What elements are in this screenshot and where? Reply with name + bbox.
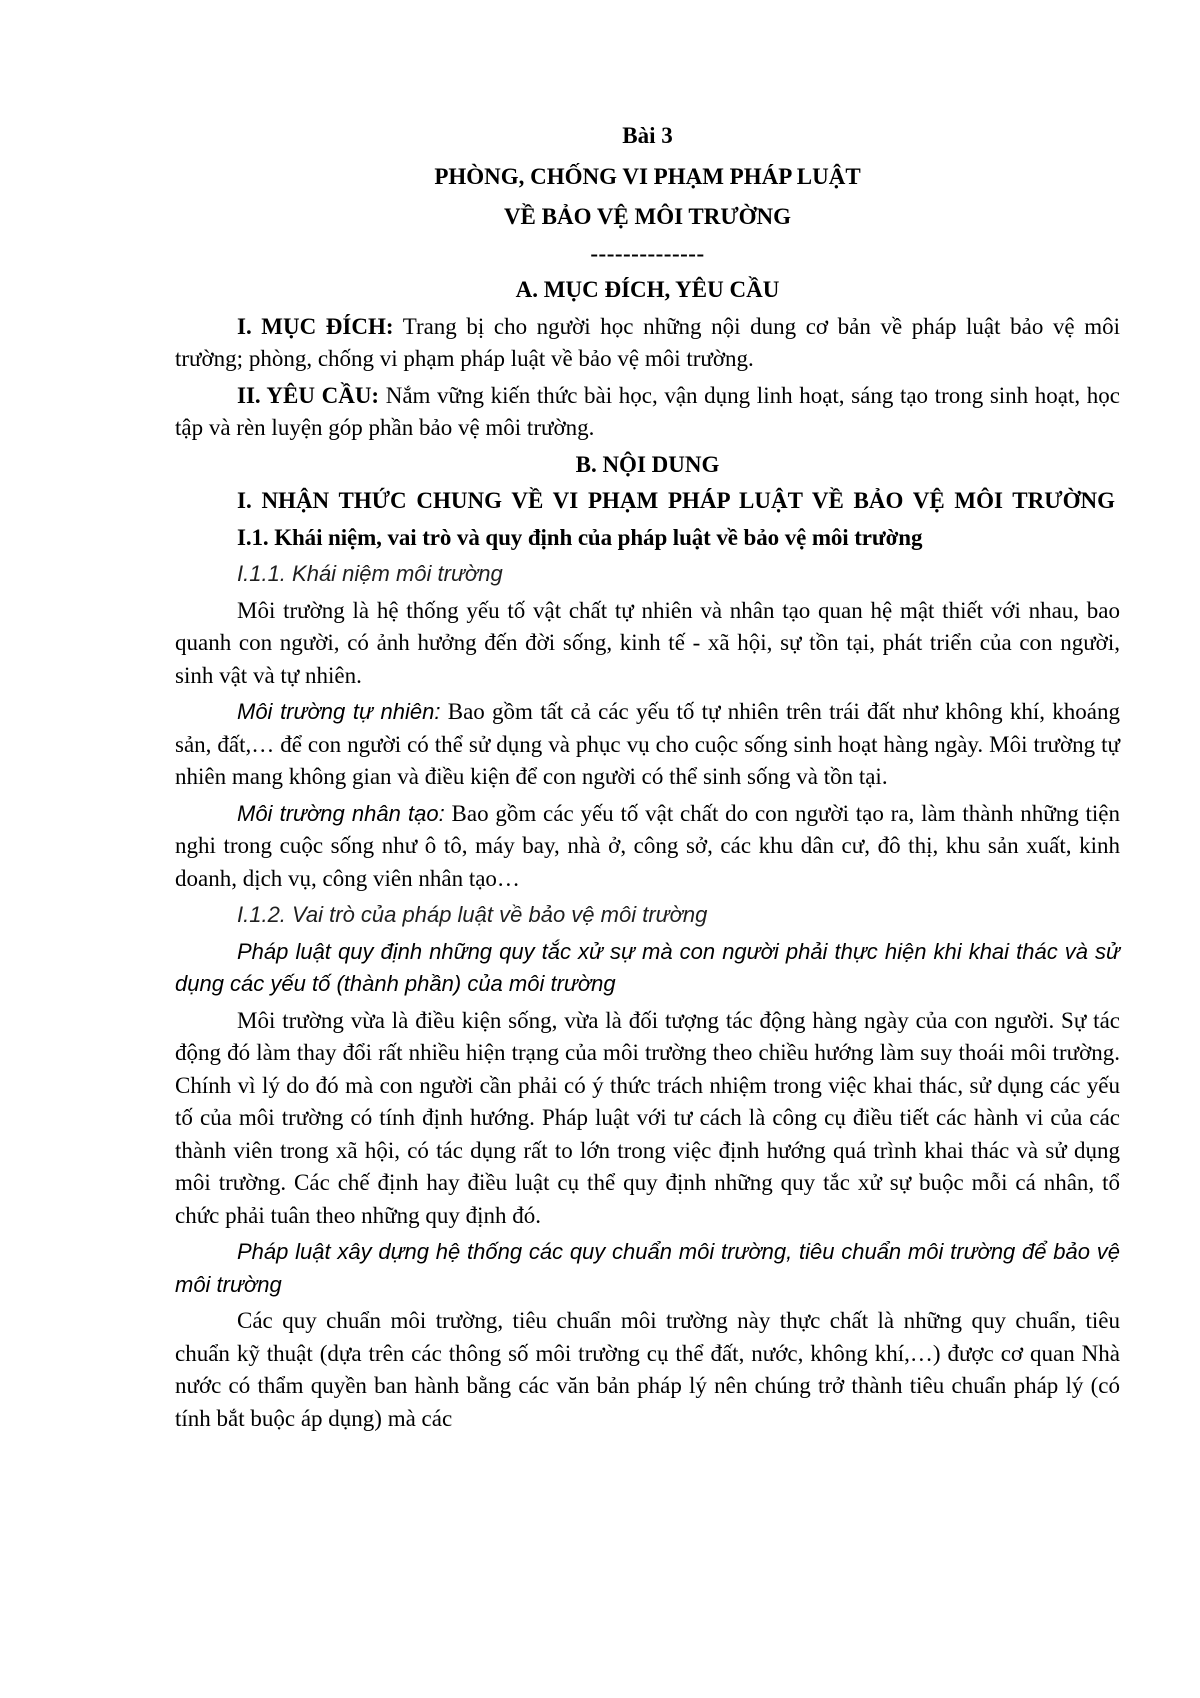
requirement-label: II. YÊU CẦU: bbox=[237, 382, 380, 408]
role-2-statement: Pháp luật xây dựng hệ thống các quy chuẩn môi trường, tiêu chuẩn môi trường để bảo vệ môi trường bbox=[175, 1239, 1120, 1297]
section-b-heading: B. NỘI DUNG bbox=[575, 451, 720, 477]
environment-definition: Môi trường là hệ thống yếu tố vật chất tự nhiên và nhân tạo quan hệ mật thiết với nhau, bao quanh con người, có ảnh hưởng đến đời sống, kinh tế - xã hội, sự tồn tại, phát triển của con người, sinh vật và tự nhiên. bbox=[175, 597, 1120, 688]
role-1-statement: Pháp luật quy định những quy tắc xử sự mà con người phải thực hiện khi khai thác và sử dụng các yếu tố (thành phần) của môi trường bbox=[175, 938, 1120, 996]
purpose-label: I. MỤC ĐÍCH: bbox=[237, 313, 394, 339]
requirement-paragraph bbox=[175, 380, 1120, 445]
lesson-number: Bài 3 bbox=[622, 123, 673, 148]
artificial-environment-text: Bao gồm các yếu tố vật chất do con người tạo ra, làm thành những tiện nghi trong cuộc sống như ô tô, máy bay, nhà ở, công sở, các khu dân cư, đô thị, khu sản xuất, kinh doanh, dịch vụ, công viên nhân tạo… bbox=[175, 800, 1120, 891]
artificial-environment-paragraph bbox=[175, 798, 1120, 896]
artificial-environment-label: Môi trường nhân tạo: bbox=[237, 800, 445, 826]
part-1-1-1-heading: I.1.1. Khái niệm môi trường bbox=[237, 561, 503, 586]
section-a-heading: A. MỤC ĐÍCH, YÊU CẦU bbox=[515, 277, 780, 302]
natural-environment-paragraph bbox=[175, 696, 1120, 794]
part-1-1-2-heading: I.1.2. Vai trò của pháp luật về bảo vệ môi trường bbox=[237, 902, 708, 927]
part-1-1-heading: I.1. Khái niệm, vai trò và quy định của pháp luật về bảo vệ môi trường bbox=[237, 524, 923, 550]
purpose-paragraph bbox=[175, 311, 1120, 376]
requirement-text: Nắm vững kiến thức bài học, vận dụng linh hoạt, sáng tạo trong sinh hoạt, học tập và rèn luyện góp phần bảo vệ môi trường. bbox=[175, 382, 1120, 440]
purpose-text: Trang bị cho người học những nội dung cơ bản về pháp luật bảo vệ môi trường; phòng, chống vi phạm pháp luật về bảo vệ môi trường. bbox=[175, 313, 1120, 371]
part-1-heading: I. NHẬN THỨC CHUNG VỀ VI PHẠM PHÁP LUẬT VỀ BẢO VỆ MÔI TRƯỜNG bbox=[237, 488, 1115, 513]
page-title-line-1: PHÒNG, CHỐNG VI PHẠM PHÁP LUẬT bbox=[434, 163, 861, 189]
natural-environment-text: Bao gồm tất cả các yếu tố tự nhiên trên trái đất như không khí, khoáng sản, đất,… để con người có thể sử dụng và phục vụ cho cuộc sống sinh hoạt hàng ngày. Môi trường tự nhiên mang không gian và điều kiện để con người có thể sinh sống và tồn tại. bbox=[175, 699, 1121, 789]
document-page bbox=[175, 120, 1120, 1439]
role-1-paragraph: Môi trường vừa là điều kiện sống, vừa là đối tượng tác động hàng ngày của con người. Sự tác động đó làm thay đổi rất nhiều hiện trạng của môi trường theo chiều hướng làm suy thoái môi trường. Chính vì lý do đó mà con người cần phải có ý thức trách nhiệm trong việc khai thác, sử dụng các yếu tố của môi trường có tính định hướng. Pháp luật với tư cách là công cụ điều tiết các hành vi của các thành viên trong xã hội, có tác dụng rất to lớn trong việc định hướng quá trình khai thác và sử dụng môi trường. Các chế định hay điều luật cụ thể quy định những quy tắc xử sự buộc mỗi cá nhân, tổ chức phải tuân theo những quy định đó. bbox=[175, 1007, 1120, 1228]
natural-environment-label: Môi trường tự nhiên: bbox=[237, 699, 441, 724]
role-2-paragraph: Các quy chuẩn môi trường, tiêu chuẩn môi trường này thực chất là những quy chuẩn, tiêu chuẩn kỹ thuật (dựa trên các thông số môi trường cụ thể đất, nước, không khí,…) được cơ quan Nhà nước có thẩm quyền ban hành bằng các văn bản pháp lý nên chúng trở thành tiêu chuẩn pháp lý (có tính bắt buộc áp dụng) mà các bbox=[175, 1308, 1120, 1431]
title-separator: -------------- bbox=[590, 240, 705, 266]
page-title-line-2: VỀ BẢO VỆ MÔI TRƯỜNG bbox=[503, 204, 792, 229]
